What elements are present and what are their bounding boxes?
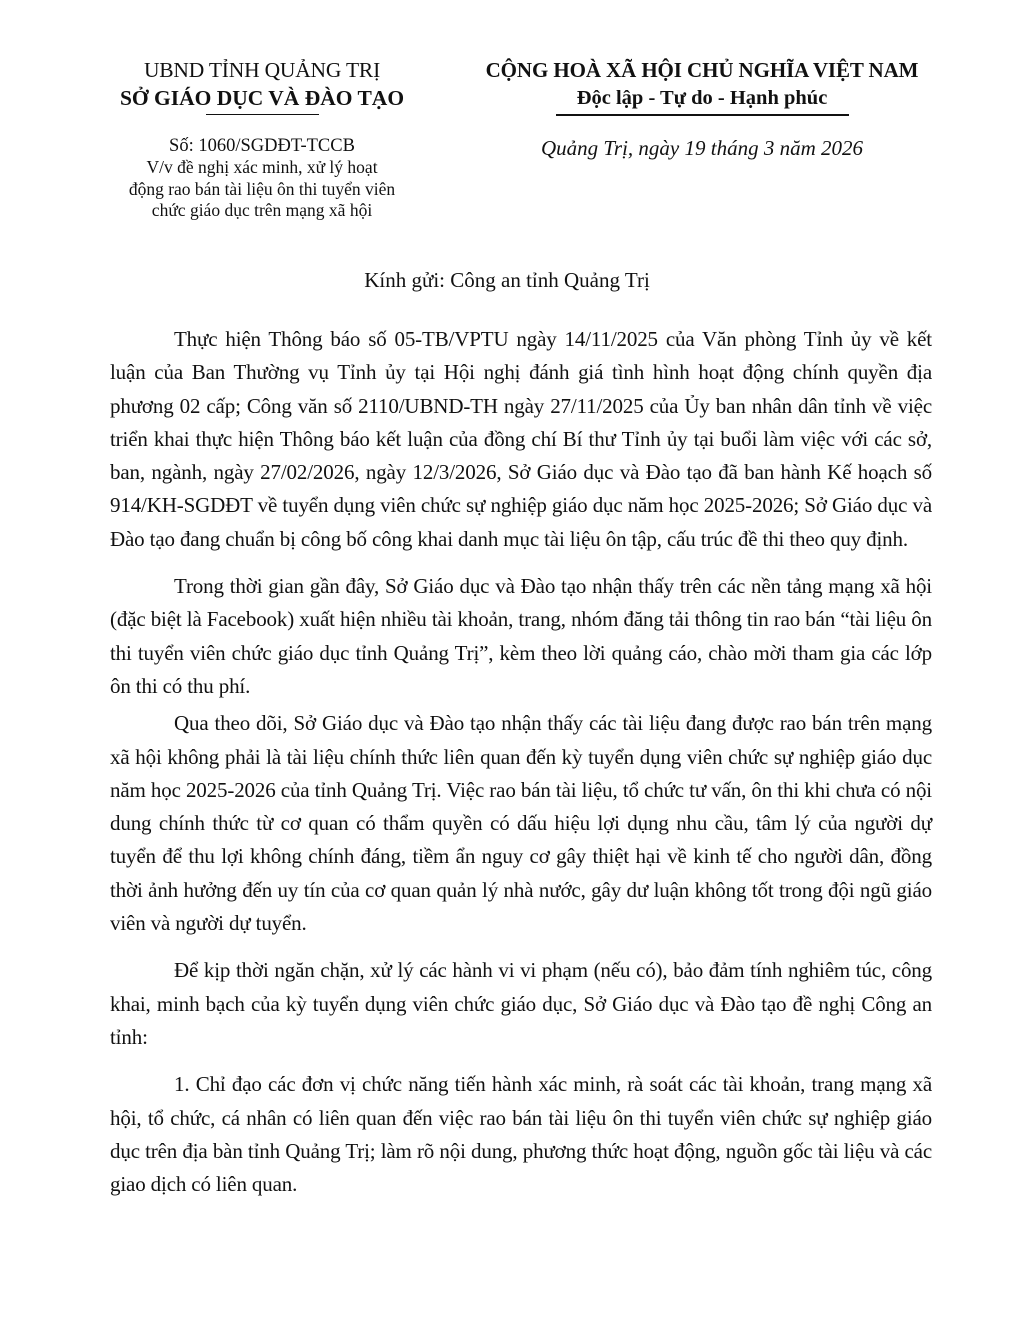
document-number: Số: 1060/SGDĐT-TCCB bbox=[169, 136, 355, 156]
subject-line: chức giáo dục trên mạng xã hội bbox=[151, 200, 373, 220]
subject-line: động rao bán tài liệu ôn thi tuyển viên bbox=[128, 178, 396, 199]
department-name: SỞ GIÁO DỤC VÀ ĐÀO TẠO bbox=[119, 86, 405, 110]
body-paragraph: Để kịp thời ngăn chặn, xử lý các hành vi vi phạm (nếu có), bảo đảm tính nghiêm túc, công khai, minh bạch của kỳ tuyển dụng viên chức giáo dục, Sở Giáo dục và Đào tạo đề nghị Công an tỉnh: bbox=[110, 958, 932, 1049]
body-paragraph: Qua theo dõi, Sở Giáo dục và Đào tạo nhận thấy các tài liệu đang được rao bán trên mạng xã hội không phải là tài liệu chính thức liên quan đến kỳ tuyển dụng viên chức sự nghiệp giáo dục năm học 2025-2026 của tỉnh Quảng Trị. Việc rao bán tài liệu, tổ chức tư vấn, ôn thi khi chưa có nội dung chính thức từ cơ quan có thẩm quyền có dấu hiệu lợi dụng nhu cầu, tâm lý của người dự tuyển để thu lợi không chính đáng, tiềm ẩn nguy cơ gây thiệt hại về kinh tế cho người dân, đồng thời ảnh hưởng đến uy tín của cơ quan quản lý nhà nước, gây dư luận không tốt trong đội ngũ giáo viên và người dự tuyển. bbox=[110, 711, 932, 936]
place-and-date: Quảng Trị, ngày 19 tháng 3 năm 2026 bbox=[540, 135, 863, 160]
national-motto: Độc lập - Tự do - Hạnh phúc bbox=[576, 87, 828, 109]
subject-line: V/v đề nghị xác minh, xử lý hoạt bbox=[146, 157, 378, 177]
department-underline bbox=[206, 114, 319, 115]
motto-underline bbox=[556, 114, 849, 116]
numbered-request-item: 1. Chỉ đạo các đơn vị chức năng tiến hành xác minh, rà soát các tài khoản, trang mạng xã hội, tổ chức, cá nhân có liên quan đến việc rao bán tài liệu ôn thi tuyển viên chức sự nghiệp giáo dục trên địa bàn tỉnh Quảng Trị; làm rõ nội dung, phương thức hoạt động, nguồn gốc tài liệu và các giao dịch có liên quan. bbox=[110, 1072, 932, 1197]
body-paragraph: Trong thời gian gần đây, Sở Giáo dục và Đào tạo nhận thấy trên các nền tảng mạng xã hội (đặc biệt là Facebook) xuất hiện nhiều tài khoản, trang, nhóm đăng tải thông tin rao bán “tài liệu ôn thi tuyển viên chức giáo dục tỉnh Quảng Trị”, kèm theo lời quảng cáo, chào mời tham gia các lớp ôn thi có thu phí. bbox=[110, 574, 932, 698]
recipient-line: Kính gửi: Công an tỉnh Quảng Trị bbox=[364, 268, 650, 292]
document-body bbox=[110, 323, 932, 1201]
issuing-authority-block bbox=[92, 56, 432, 222]
authority-name: UBND TỈNH QUẢNG TRỊ bbox=[143, 58, 381, 82]
national-header-block bbox=[442, 56, 962, 161]
nation-title: CỘNG HOÀ XÃ HỘI CHỦ NGHĨA VIỆT NAM bbox=[485, 58, 919, 82]
body-paragraph: Thực hiện Thông báo số 05-TB/VPTU ngày 14/11/2025 của Văn phòng Tỉnh ủy về kết luận của Ban Thường vụ Tỉnh ủy tại Hội nghị đánh giá tình hình hoạt động chính quyền địa phương 02 cấp; Công văn số 2110/UBND-TH ngày 27/11/2025 của Ủy ban nhân dân tỉnh về việc triển khai thực hiện Thông báo kết luận của đồng chí Bí thư Tỉnh ủy tại buổi làm việc với các sở, ban, ngành, ngày 27/02/2026, ngày 12/3/2026, Sở Giáo dục và Đào tạo đã ban hành Kế hoạch số 914/KH-SGDĐT về tuyển dụng viên chức sự nghiệp giáo dục năm học 2025-2026; Sở Giáo dục và Đào tạo đang chuẩn bị công bố công khai danh mục tài liệu ôn tập, cấu trúc đề thi theo quy định. bbox=[110, 327, 932, 551]
